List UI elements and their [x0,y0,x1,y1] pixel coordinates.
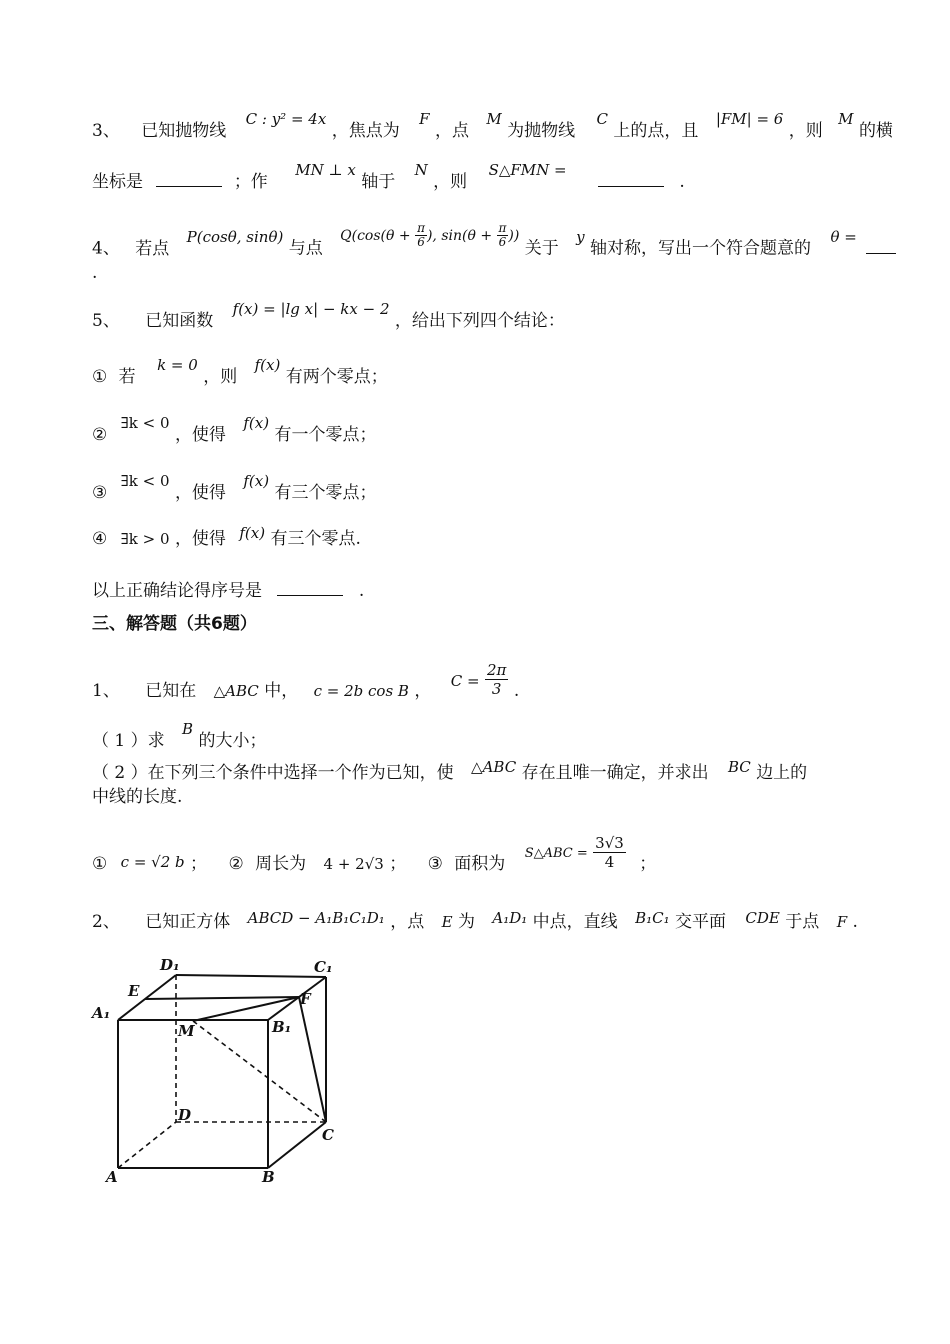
p2-cube: ABCD − A₁B₁C₁D₁ [247,909,385,927]
q3-text: ；作 [233,172,268,192]
p1-fraction-numerator: 2π [487,661,507,679]
q5-number: 5、 [92,311,120,331]
p1-option-2-marker: ② [228,854,244,874]
q5-text: ，给出下列四个结论： [394,311,565,331]
q4-blank[interactable] [866,239,896,254]
label-E: E [128,982,140,1000]
p2-number: 2、 [92,912,120,932]
p2-text: 于点 [785,912,820,932]
q3-area-S: S△FMN = [488,161,567,179]
q3-number: 3、 [92,121,120,141]
edge-D1-C1 [176,975,326,977]
q4-y-axis: y [576,227,585,246]
q3-FM-length: |FM| = 6 [715,110,784,128]
p2-point-E: E [441,913,453,931]
q3-focus-F: F [419,110,430,128]
cube-figure [88,950,358,1200]
label-C: C [322,1126,334,1144]
p1-side-BC: BC [728,758,751,776]
q4-frac-den: 6 [417,235,425,249]
q3-point-M: M [838,110,854,128]
q3-text: 已知抛物线 [141,121,227,141]
p1-sub1 [92,720,267,752]
q4-point-Q: Q(cos(θ + π 6 ), sin(θ + π 6 )) [340,221,520,249]
p1-fraction-denominator: 3 [491,680,502,698]
q5-text: 以上正确结论得序号是 [92,581,262,601]
q3-text: ，点 [434,121,469,141]
q5-answer [92,580,364,602]
p1-number: 1、 [92,681,120,701]
q5-text: ，则 [203,367,238,387]
p1-option-3-marker: ③ [427,854,443,874]
label-A1: A₁ [92,1004,111,1022]
q3-text: ，焦点为 [331,121,400,141]
q5-fx: f(x) [243,472,270,490]
p2-text: ，点 [390,912,425,932]
p1-option-3-numerator: 3√3 [595,834,624,852]
q5-text: 有两个零点； [285,367,388,387]
p1-c-formula: c = 2b cos B [313,682,409,700]
q5-conclusion-3 [92,472,377,504]
section-heading: 三、解答题（共6题） [92,614,257,634]
q5-marker-1: ① [92,367,108,387]
q3-text: ，则 [788,121,823,141]
segment-F-C [299,997,326,1122]
edge-B-C [268,1122,326,1168]
q4-frac-num: π [417,221,425,235]
q3-text: 坐标是 [92,172,143,192]
p1-text: ； [190,854,208,874]
q5-fx: f(x) [254,356,281,374]
q4-text: 与点 [288,238,323,259]
edge-A1-D1 [118,975,176,1020]
hidden-edge-A-D [118,1122,176,1168]
p1-text: ； [389,854,407,874]
q5-marker-4: ④ [92,529,108,549]
q5-text: ，使得 [174,529,226,549]
label-C1: C₁ [314,958,333,976]
p1-text: （ 1 ）求 [92,731,165,751]
q3-text: 轴于 [361,172,396,192]
p1-option-3-denominator: 4 [604,853,615,871]
q4-text: 轴对称，写出一个符合题意的 [590,238,812,259]
q4-frac-num: π [498,221,507,235]
q5-function-formula: f(x) = |lg x| − kx − 2 [232,300,390,318]
p1-angle-C: C = [450,672,480,690]
q3-text: ，则 [433,172,468,192]
p1-option-1-formula: c = √2 b [120,853,185,871]
q5-text: . [358,581,365,601]
p2-text: . [852,912,858,932]
p2-text: 交平面 [675,912,727,932]
label-F: F [300,990,311,1008]
q3-line2 [92,161,685,193]
p2-line-B1C1: B₁C₁ [635,909,670,927]
q5-text: ，使得 [174,425,226,445]
p1-sub2 [92,758,808,784]
edge-C1-B1 [268,977,326,1020]
q3-text: 为抛物线 [507,121,576,141]
label-A: A [106,1168,118,1186]
label-D1: D₁ [160,956,180,974]
q5-blank[interactable] [277,581,343,596]
q3-parabola-formula: C : y² = 4x [245,110,327,128]
q3-MN-perp: MN ⊥ x [295,161,356,179]
p2-text: 为 [457,912,475,932]
q4-text: 若点 [135,238,170,259]
q3-curve-C: C [596,110,609,128]
p1-text: 的大小； [198,731,267,751]
q5-k-condition: ∃k < 0 [120,414,170,432]
q3-point-M: M [486,110,502,128]
q4-text: . [92,263,98,283]
q5-fx: f(x) [239,524,266,542]
label-B1: B₁ [272,1018,292,1036]
q4-theta: θ = [830,227,857,246]
p2-text: 已知正方体 [145,912,231,932]
p1-option-2-formula: 4 + 2√3 [323,855,384,873]
q3-text: . [679,172,685,192]
p1-triangle: △ABC [471,758,517,776]
q4-number: 4、 [92,238,120,259]
q5-conclusion-1 [92,356,388,388]
q3-blank-1[interactable] [156,172,222,187]
label-M: M [178,1022,195,1040]
q5-text: 有三个零点. [270,529,361,549]
p2-edge-A1D1: A₁D₁ [492,909,528,927]
p2-line1 [92,911,858,933]
q3-text: 的横 [858,121,893,141]
q5-k-condition: k = 0 [157,356,198,374]
p1-triangle: △ABC [213,682,259,700]
q3-text: 上的点，且 [613,121,699,141]
p1-text: 已知在 [145,681,197,701]
hidden-segment-M-C [193,1021,326,1122]
q5-conclusion-4 [92,524,361,550]
label-D: D [178,1106,192,1124]
p1-angle-B: B [182,720,194,738]
q5-text: 已知函数 [145,311,214,331]
q5-fx: f(x) [243,414,270,432]
q5-marker-2: ② [92,425,108,445]
p1-text: 面积为 [454,854,506,874]
q5-marker-3: ③ [92,483,108,503]
q5-intro [92,300,565,332]
p1-text: 中线的长度. [92,787,183,807]
p1-text: ； [639,854,657,874]
p1-text: 存在且唯一确定，并求出 [521,763,709,783]
p1-option-3-fraction [593,834,626,871]
segment-E-F [145,997,299,999]
p1-text: 边上的 [756,763,808,783]
p1-option-3-area: S△ABC = [524,846,588,861]
q3-point-N: N [414,161,428,179]
q5-text: ，使得 [174,483,226,503]
p1-text: ， [414,681,432,701]
p2-text: 中点，直线 [532,912,618,932]
p1-sub2-cont [92,786,182,808]
q5-text: 若 [118,367,136,387]
q5-k-condition: ∃k > 0 [120,530,170,548]
q4-line2 [92,262,97,284]
q3-blank-2[interactable] [598,172,664,187]
p1-text: 周长为 [255,854,307,874]
p1-text: （ 2 ）在下列三个条件中选择一个作为已知，使 [92,763,454,783]
q3-line1 [92,110,893,142]
p2-plane-CDE: CDE [745,909,780,927]
p1-text: 中， [264,681,299,701]
q4-text: 关于 [524,238,559,259]
q5-k-condition: ∃k < 0 [120,472,170,490]
q5-text: 有三个零点； [274,483,377,503]
label-B: B [262,1168,275,1186]
p1-text: . [513,681,520,701]
p2-point-F: F [836,913,848,931]
q5-text: 有一个零点； [274,425,377,445]
p1-angle-fraction [485,661,508,698]
q4-point-P: P(cosθ, sinθ) [186,227,284,246]
p1-options [92,834,657,883]
p1-option-1-marker: ① [92,854,108,874]
q4-frac-den: 6 [498,235,507,249]
q5-conclusion-2 [92,414,377,446]
